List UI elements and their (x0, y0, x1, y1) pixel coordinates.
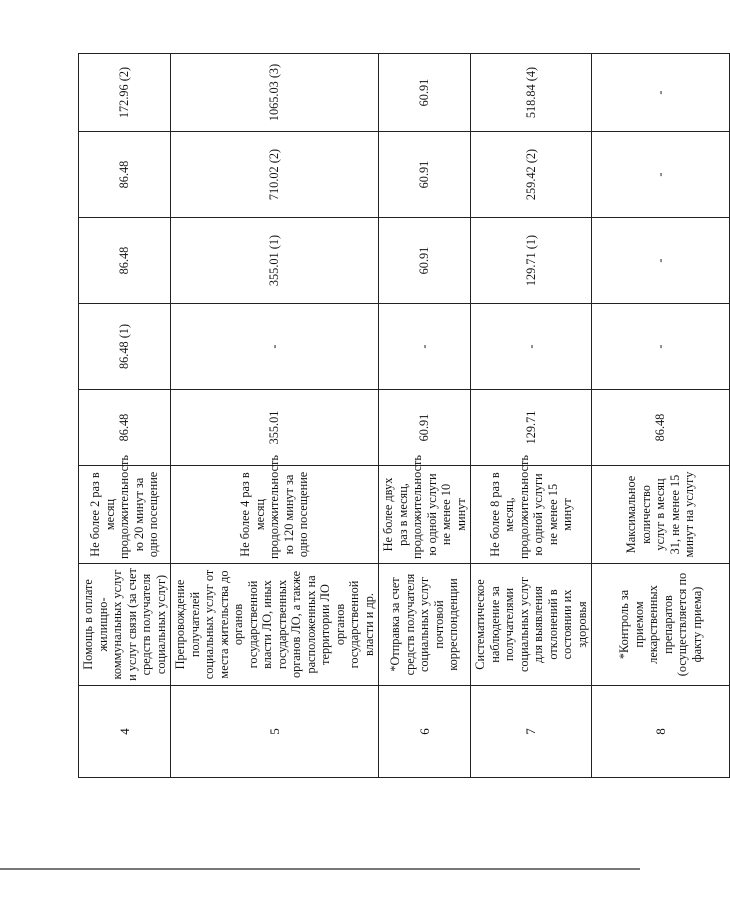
value-cell: - (592, 132, 730, 218)
value-cell: 60.91 (379, 132, 471, 218)
service-price: 355.01 (171, 390, 379, 466)
table-row (592, 54, 730, 778)
value-cell: 86.48 (1) (79, 304, 171, 390)
service-frequency: Не более 4 раз в месяц продолжительность ю 120 минут за одно посещение (171, 466, 379, 564)
service-frequency: Не более 2 раз в месяц продолжительность ю 20 минут за одно посещение (79, 466, 171, 564)
value-cell: - (379, 304, 471, 390)
value-cell: - (592, 54, 730, 132)
scan-edge (0, 868, 640, 870)
table-row (471, 54, 592, 778)
service-frequency: Максимальное количество услуг в месяц 31, не менее 15 минут на услугу (592, 466, 730, 564)
row-number: 7 (471, 686, 592, 778)
value-cell: 60.91 (379, 54, 471, 132)
service-price: 86.48 (592, 390, 730, 466)
table-row (79, 54, 171, 778)
service-name: Систематическое наблюдение за получателями социальных услуг для выявления отклонений в состоянии их здоровья (471, 564, 592, 686)
value-cell: 710.02 (2) (171, 132, 379, 218)
value-cell: - (592, 304, 730, 390)
services-table (78, 53, 730, 778)
row-number: 5 (171, 686, 379, 778)
row-number: 4 (79, 686, 171, 778)
table-row (379, 54, 471, 778)
service-frequency: Не более двух раз в месяц, продолжительность ю одной услуги не менее 10 минут (379, 466, 471, 564)
value-cell: - (471, 304, 592, 390)
service-name: *Контроль за приемом лекарственных препаратов (осуществляется по факту приема) (592, 564, 730, 686)
service-frequency: Не более 8 раз в месяц, продолжительность ю одной услуги не менее 15 минут (471, 466, 592, 564)
row-number: 6 (379, 686, 471, 778)
value-cell: 86.48 (79, 218, 171, 304)
service-price: 60.91 (379, 390, 471, 466)
row-number: 8 (592, 686, 730, 778)
table-row (171, 54, 379, 778)
service-price: 129.71 (471, 390, 592, 466)
rotated-page (78, 54, 704, 778)
value-cell: 259.42 (2) (471, 132, 592, 218)
value-cell: 1065.03 (3) (171, 54, 379, 132)
value-cell: - (592, 218, 730, 304)
service-name: Помощь в оплате жилищно-коммунальных услуг и услуг связи (за счет средств получателя социальных услуг) (79, 564, 171, 686)
value-cell: 86.48 (79, 132, 171, 218)
service-price: 86.48 (79, 390, 171, 466)
value-cell: - (171, 304, 379, 390)
value-cell: 129.71 (1) (471, 218, 592, 304)
value-cell: 355.01 (1) (171, 218, 379, 304)
value-cell: 172.96 (2) (79, 54, 171, 132)
service-name: *Отправка за счет средств получателя социальных услуг почтовой корреспонденции (379, 564, 471, 686)
value-cell: 518.84 (4) (471, 54, 592, 132)
value-cell: 60.91 (379, 218, 471, 304)
service-name: Препровождение получателей социальных услуг от места жительства до органов государственной власти ЛО, иных государственных органов ЛО, а также расположенных на территории ЛО органов государственной власти и др. (171, 564, 379, 686)
